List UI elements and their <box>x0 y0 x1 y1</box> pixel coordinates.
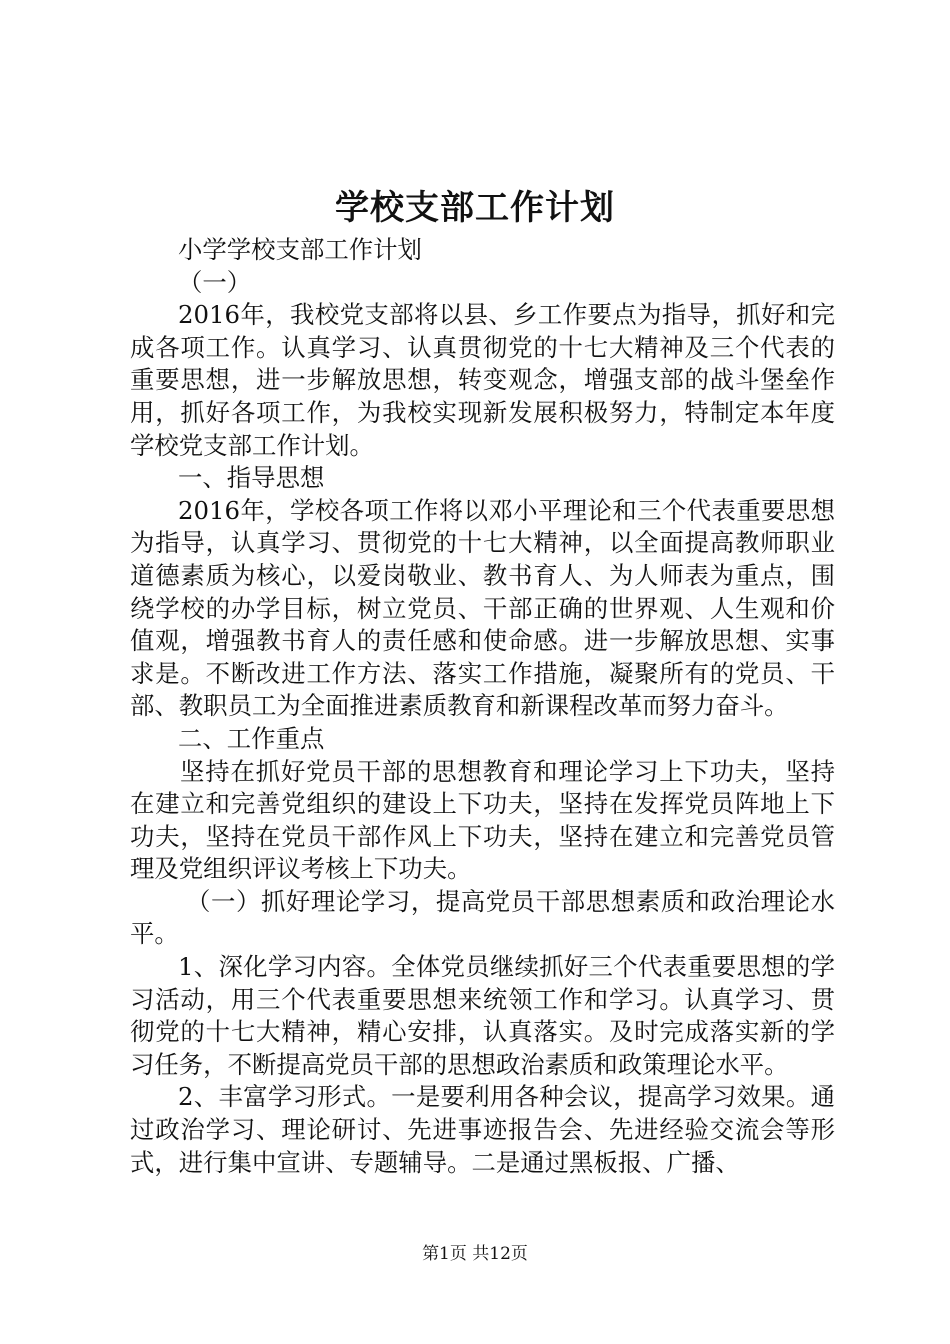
page-number-footer: 第1页 共12页 <box>422 1244 528 1264</box>
section-marker-paragraph: （一） <box>178 267 252 297</box>
deepen-study-paragraph: 1、深化学习内容。全体党员继续抓好三个代表重要思想的学习活动，用三个代表重要思想来统领工作和学习。认真学习、贯彻党的十七大精神，精心安排，认真落实。及时完成落实新的学习任务，不断提高党员干部的思想政治素质和政策理论水平。 <box>130 952 835 1079</box>
subtitle-paragraph: 小学学校支部工作计划 <box>178 235 422 264</box>
enrich-forms-paragraph: 2、丰富学习形式。一是要利用各种会议，提高学习效果。通过政治学习、理论研讨、先进事迹报告会、先进经验交流会等形式，进行集中宣讲、专题辅导。二是通过黑板报、广播、 <box>130 1082 835 1177</box>
document-body <box>130 234 835 1179</box>
guiding-ideology-paragraph: 2016年，学校各项工作将以邓小平理论和三个代表重要思想为指导，认真学习、贯彻党的十七大精神，以全面提高教师职业道德素质为核心，以爱岗敬业、教书育人、为人师表为重点，围绕学校的办学目标，树立党员、干部正确的世界观、人生观和价值观，增强教书育人的责任感和使命感。进一步解放思想、实事求是。不断改进工作方法、落实工作措施，凝聚所有的党员、干部、教职员工为全面推进素质教育和新课程改革而努力奋斗。 <box>130 495 835 721</box>
document-title: 学校支部工作计划 <box>335 188 615 228</box>
work-focus-paragraph: 坚持在抓好党员干部的思想教育和理论学习上下功夫，坚持在建立和完善党组织的建设上下功夫，坚持在发挥党员阵地上下功夫，坚持在党员干部作风上下功夫，坚持在建立和完善党员管理及党组织评议考核上下功夫。 <box>130 756 835 884</box>
subheading-theory-study: （一）抓好理论学习，提高党员干部思想素质和政治理论水平。 <box>130 886 835 949</box>
heading-guiding-ideology: 一、指导思想 <box>178 463 325 493</box>
intro-paragraph: 2016年，我校党支部将以县、乡工作要点为指导，抓好和完成各项工作。认真学习、认真贯彻党的十七大精神及三个代表的重要思想，进一步解放思想，转变观念，增强支部的战斗堡垒作用，抓好各项工作，为我校实现新发展积极努力，特制定本年度学校党支部工作计划。 <box>130 300 835 460</box>
heading-work-focus: 二、工作重点 <box>178 723 325 753</box>
